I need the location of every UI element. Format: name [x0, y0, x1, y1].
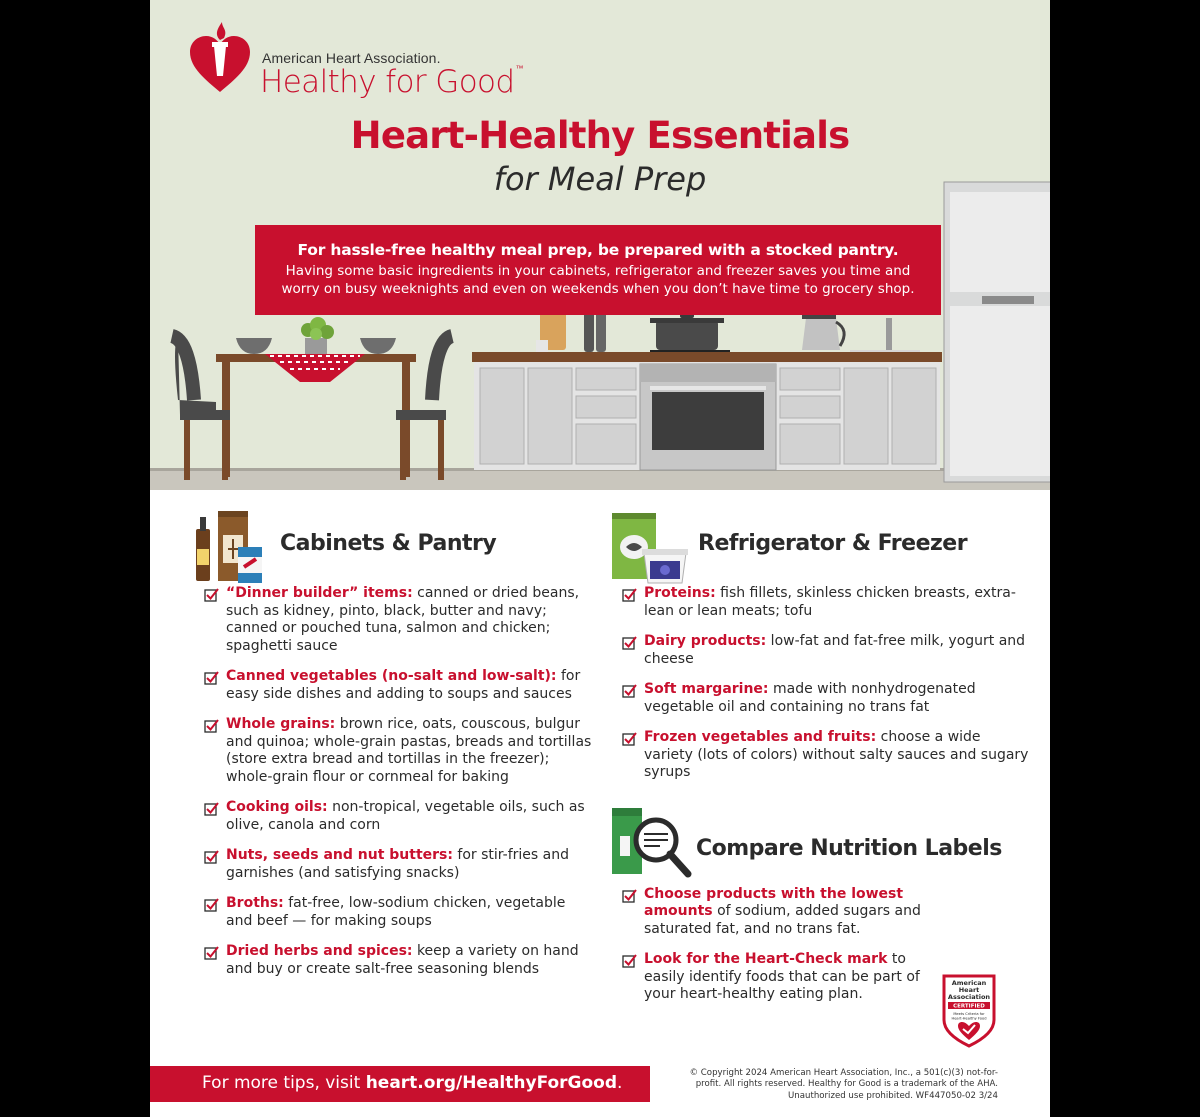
list-item [192, 895, 592, 930]
document-page [150, 0, 1050, 1117]
list-item [192, 847, 592, 882]
cabinets-pantry-section [192, 505, 592, 991]
item-text: of sodium, added sugars and saturated fat, and no trans fat. [644, 903, 921, 937]
copyright-notice: © Copyright 2024 American Heart Association, Inc., a 501(c)(3) not-for-profit. All rights reserved. Healthy for Good is a trademark of the AHA. Unauthorized use prohibited. WF447050-02 3/24 [689, 1068, 998, 1101]
list-item [192, 585, 592, 655]
item-text: choose a wide variety (lots of colors) without salty sauces and sugary syrups [644, 729, 1029, 780]
heart-torch-icon [186, 16, 256, 96]
list-item [610, 951, 950, 1004]
heart-check-mark [940, 972, 998, 1048]
item-label: Dried herbs and spices: [226, 943, 413, 959]
item-text: low-fat and fat-free milk, yogurt and cheese [644, 633, 1026, 667]
list-item [610, 729, 1030, 782]
item-text: made with nonhydrogenated vegetable oil and containing no trans fat [644, 681, 976, 715]
cabinets-list [192, 585, 592, 978]
nutrition-label-magnifier-icon [610, 806, 694, 886]
footer-link[interactable]: heart.org/HealthyForGood [365, 1073, 618, 1093]
heart-check-line-6: Heart-Healthy Food [951, 1016, 987, 1021]
list-item [610, 633, 1030, 668]
checkbox-checked-icon [622, 731, 638, 753]
item-text: keep a variety on hand and buy or create salt-free seasoning blends [226, 943, 579, 977]
item-label: Soft margarine: [644, 681, 769, 697]
item-text: fat-free, low-sodium chicken, vegetable and beef — for making soups [226, 895, 566, 929]
item-text: fish fillets, skinless chicken breasts, extra-lean or lean meats; tofu [644, 585, 1016, 619]
aha-logo [186, 16, 566, 106]
item-label: Canned vegetables (no-salt and low-salt): [226, 668, 557, 684]
checkbox-checked-icon [204, 945, 220, 967]
checkbox-checked-icon [204, 801, 220, 823]
item-label: “Dinner builder” items: [226, 585, 413, 601]
checkbox-checked-icon [204, 587, 220, 609]
labels-list [610, 886, 950, 1004]
list-item [192, 716, 592, 786]
heart-check-line-1: American [951, 979, 987, 987]
checkbox-checked-icon [204, 670, 220, 692]
list-item [610, 585, 1030, 620]
list-item [192, 799, 592, 834]
brand-name [260, 64, 523, 100]
fridge-list [610, 585, 1030, 782]
brand-name-text: Healthy for Good [260, 64, 515, 100]
item-text: canned or dried beans, such as kidney, pinto, black, butter and navy; canned or pouched tuna, salmon and chicken; spaghetti sauce [226, 585, 580, 654]
item-label: Nuts, seeds and nut butters: [226, 847, 453, 863]
checkbox-checked-icon [204, 718, 220, 740]
item-label: Proteins: [644, 585, 716, 601]
banner-text-line-2: worry on busy weeknights and even on weekends when you don’t have time to grocery shop. [281, 281, 915, 297]
banner-headline: For hassle-free healthy meal prep, be prepared with a stocked pantry. [297, 241, 899, 259]
section-title: Refrigerator & Freezer [698, 531, 968, 556]
list-item [610, 681, 1030, 716]
item-label: Look for the Heart-Check mark [644, 951, 888, 967]
list-item [192, 668, 592, 703]
footer-cta [150, 1066, 650, 1102]
item-text: non-tropical, vegetable oils, such as olive, canola and corn [226, 799, 585, 833]
item-text: to easily identify foods that can be part of your heart-healthy eating plan. [644, 951, 920, 1002]
hero [150, 0, 1050, 490]
pantry-items-icon [192, 505, 264, 585]
trademark: ™ [515, 64, 523, 73]
item-label: Whole grains: [226, 716, 336, 732]
item-text: for stir-fries and garnishes (and satisfying snacks) [226, 847, 569, 881]
page-subtitle: for Meal Prep [493, 160, 707, 198]
checkbox-checked-icon [622, 953, 638, 975]
footer-suffix: . [617, 1073, 623, 1093]
compare-labels-header [610, 806, 1030, 886]
heart-check-line-5: Meets Criteria for [953, 1012, 985, 1016]
heart-check-certified: CERTIFIED [953, 1003, 985, 1010]
item-label: Dairy products: [644, 633, 767, 649]
footer-prefix: For more tips, visit [202, 1073, 366, 1093]
item-label: Broths: [226, 895, 284, 911]
banner-text-line-1: Having some basic ingredients in your cabinets, refrigerator and freezer saves you time and [285, 263, 911, 279]
item-text: for easy side dishes and adding to soups and sauces [226, 668, 581, 702]
kitchen-illustration [150, 170, 1050, 490]
item-label: Cooking oils: [226, 799, 328, 815]
checkbox-checked-icon [622, 888, 638, 910]
checkbox-checked-icon [622, 683, 638, 705]
section-title: Compare Nutrition Labels [696, 835, 1002, 861]
section-title: Cabinets & Pantry [280, 531, 497, 556]
item-text: brown rice, oats, couscous, bulgur and quinoa; whole-grain pastas, breads and tortillas (store extra bread and tortillas in the freezer); whole-grain flour or cornmeal for baking [226, 716, 592, 785]
item-label: Choose products with the lowest amounts [644, 885, 904, 919]
checkbox-checked-icon [622, 635, 638, 657]
heart-check-line-3: Association [947, 993, 991, 1001]
item-label: Frozen vegetables and fruits: [644, 729, 877, 745]
section-header [610, 505, 1030, 585]
intro-banner [255, 225, 941, 315]
page-title: Heart-Healthy Essentials [350, 114, 850, 157]
section-header [192, 505, 592, 585]
refrigerator-freezer-section [610, 505, 1030, 1017]
checkbox-checked-icon [622, 587, 638, 609]
checkbox-checked-icon [204, 897, 220, 919]
checkbox-checked-icon [204, 849, 220, 871]
list-item [192, 943, 592, 978]
heart-check-line-2: Heart [958, 986, 980, 994]
list-item [610, 886, 950, 939]
freezer-items-icon [610, 511, 694, 591]
organization-name: American Heart Association. [262, 50, 441, 66]
